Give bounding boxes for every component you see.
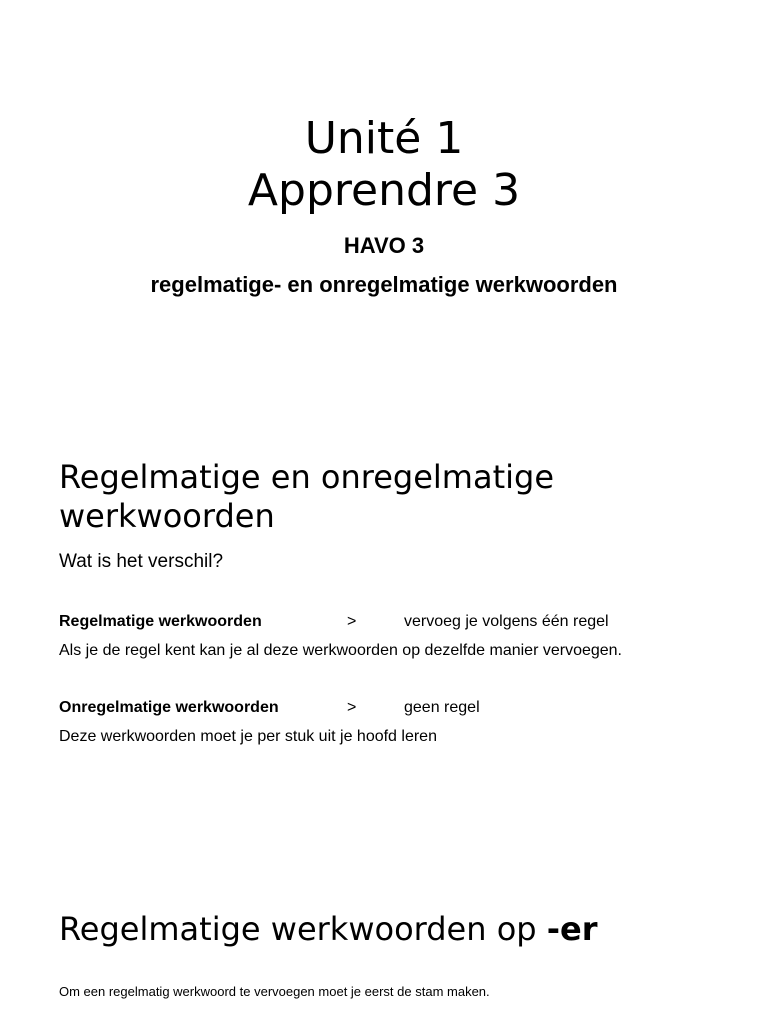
question-text: Wat is het verschil?	[59, 551, 224, 572]
section-heading-difference: Regelmatige en onregelmatige werkwoorden	[59, 458, 555, 535]
title-unit: Unité 1	[304, 113, 464, 164]
irregular-verbs-explanation: Deze werkwoorden moet je per stuk uit je hoofd leren	[59, 728, 437, 745]
title-lesson: Apprendre 3	[247, 165, 521, 216]
regular-verbs-term: Regelmatige werkwoorden	[59, 613, 262, 630]
stem-instruction-text: Om een regelmatig werkwoord te vervoegen moet je eerst de stam maken.	[59, 984, 490, 999]
subtitle-topic: regelmatige- en onregelmatige werkwoorden	[150, 272, 618, 297]
irregular-verbs-term: Onregelmatige werkwoorden	[59, 699, 279, 716]
heading-suffix: -er	[546, 910, 598, 948]
regular-verbs-explanation: Als je de regel kent kan je al deze werkwoorden op dezelfde manier vervoegen.	[59, 642, 622, 659]
heading-text: Regelmatige werkwoorden op	[59, 910, 547, 948]
regular-verbs-description: vervoeg je volgens één regel	[404, 613, 609, 630]
subtitle-level: HAVO 3	[343, 233, 425, 258]
arrow-symbol: >	[347, 699, 357, 716]
arrow-symbol: >	[347, 613, 357, 630]
irregular-verbs-row	[59, 697, 739, 719]
irregular-verbs-description: geen regel	[404, 699, 480, 716]
regular-verbs-row	[59, 611, 739, 633]
section-heading-er-verbs	[59, 910, 739, 949]
